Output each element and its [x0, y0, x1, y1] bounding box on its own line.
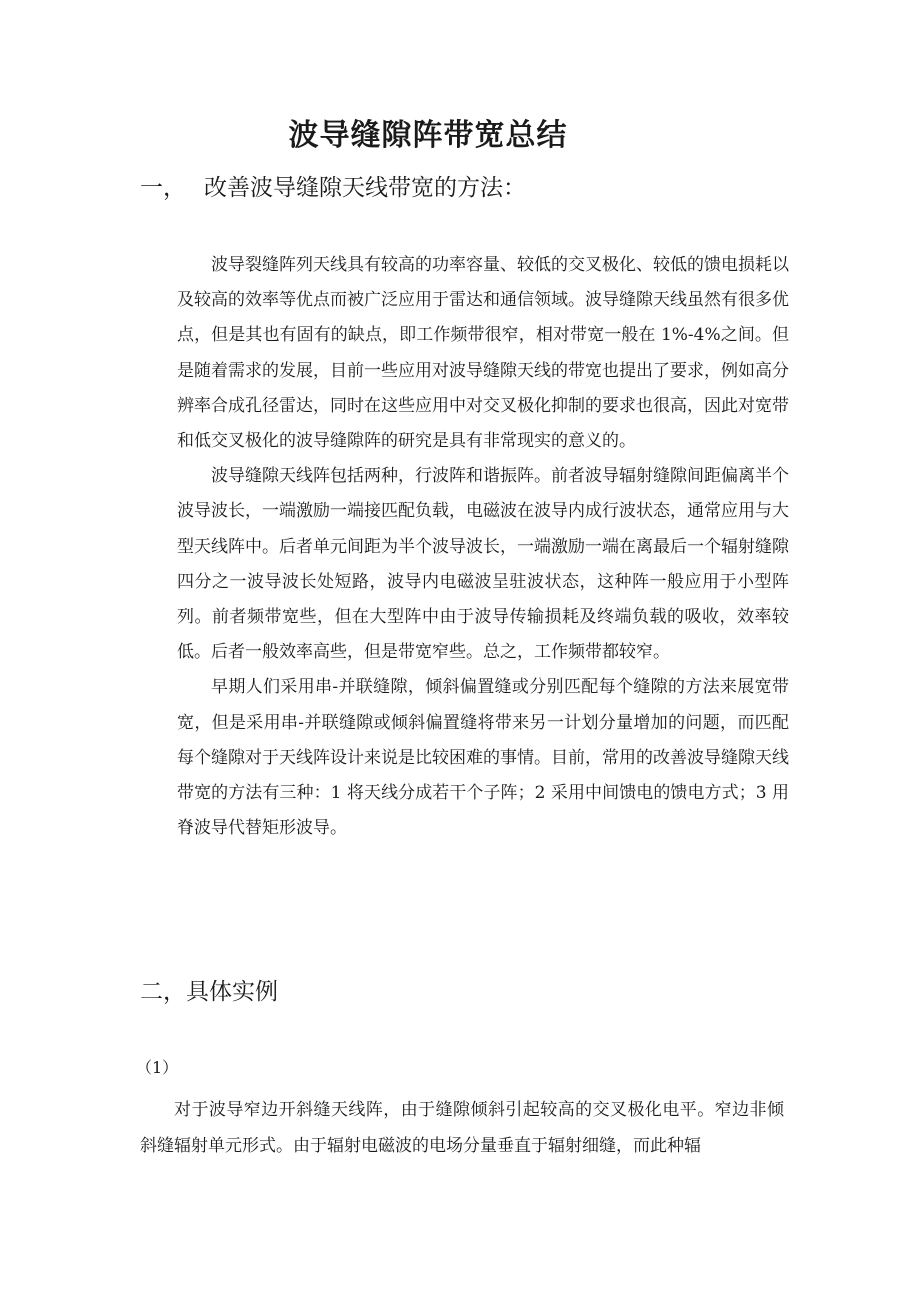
- example-1-label: （1）: [136, 1058, 179, 1077]
- document-title: 波导缝隙阵带宽总结: [288, 118, 568, 153]
- section-1-heading-text: 改善波导缝隙天线带宽的方法：: [204, 175, 526, 201]
- example-1-paragraph: 对于波导窄边开斜缝天线阵，由于缝隙倾斜引起较高的交叉极化电平。窄边非倾斜缝辐射单元形式。由于辐射电磁波的电场分量垂直于辐射细缝，而此种辐: [140, 1100, 784, 1156]
- section-2-heading: 二，具体实例: [140, 979, 278, 1005]
- section-1-paragraph: 波导裂缝阵列天线具有较高的功率容量、较低的交叉极化、较低的馈电损耗以及较高的效率等优点而被广泛应用于雷达和通信领域。波导缝隙天线虽然有很多优点，但是其也有固有的缺点，即工作频带很窄，相对带宽一般在 1%-4%之间。但是随着需求的发展，目前一些应用对波导缝隙天线的带宽也提出了要求，例如高分辨率合成孔径雷达，同时在这些应用中对交叉极化抑制的要求也很高，因此对宽带和低交叉极化的波导缝隙阵的研究是具有非常现实的意义的。: [177, 255, 789, 452]
- section-1-heading: [140, 172, 526, 204]
- section-1-paragraph: 波导缝隙天线阵包括两种，行波阵和谐振阵。前者波导辐射缝隙间距偏离半个波导波长，一端激励一端接匹配负载，电磁波在波导内成行波状态，通常应用与大型天线阵中。后者单元间距为半个波导波长，一端激励一端在离最后一个辐射缝隙四分之一波导波长处短路，波导内电磁波呈驻波状态，这种阵一般应用于小型阵列。前者频带宽些，但在大型阵中由于波导传输损耗及终端负载的吸收，效率较低。后者一般效率高些，但是带宽窄些。总之，工作频带都较窄。: [177, 466, 789, 663]
- section-1-paragraph: 早期人们采用串-并联缝隙，倾斜偏置缝或分别匹配每个缝隙的方法来展宽带宽，但是采用串-并联缝隙或倾斜偏置缝将带来另一计划分量增加的问题，而匹配每个缝隙对于天线阵设计来说是比较困难的事情。目前，常用的改善波导缝隙天线带宽的方法有三种：1 将天线分成若干个子阵；2 采用中间馈电的馈电方式；3 用脊波导代替矩形波导。: [177, 677, 789, 839]
- section-1-number: 一，: [140, 175, 186, 201]
- section-1-body: [177, 248, 789, 846]
